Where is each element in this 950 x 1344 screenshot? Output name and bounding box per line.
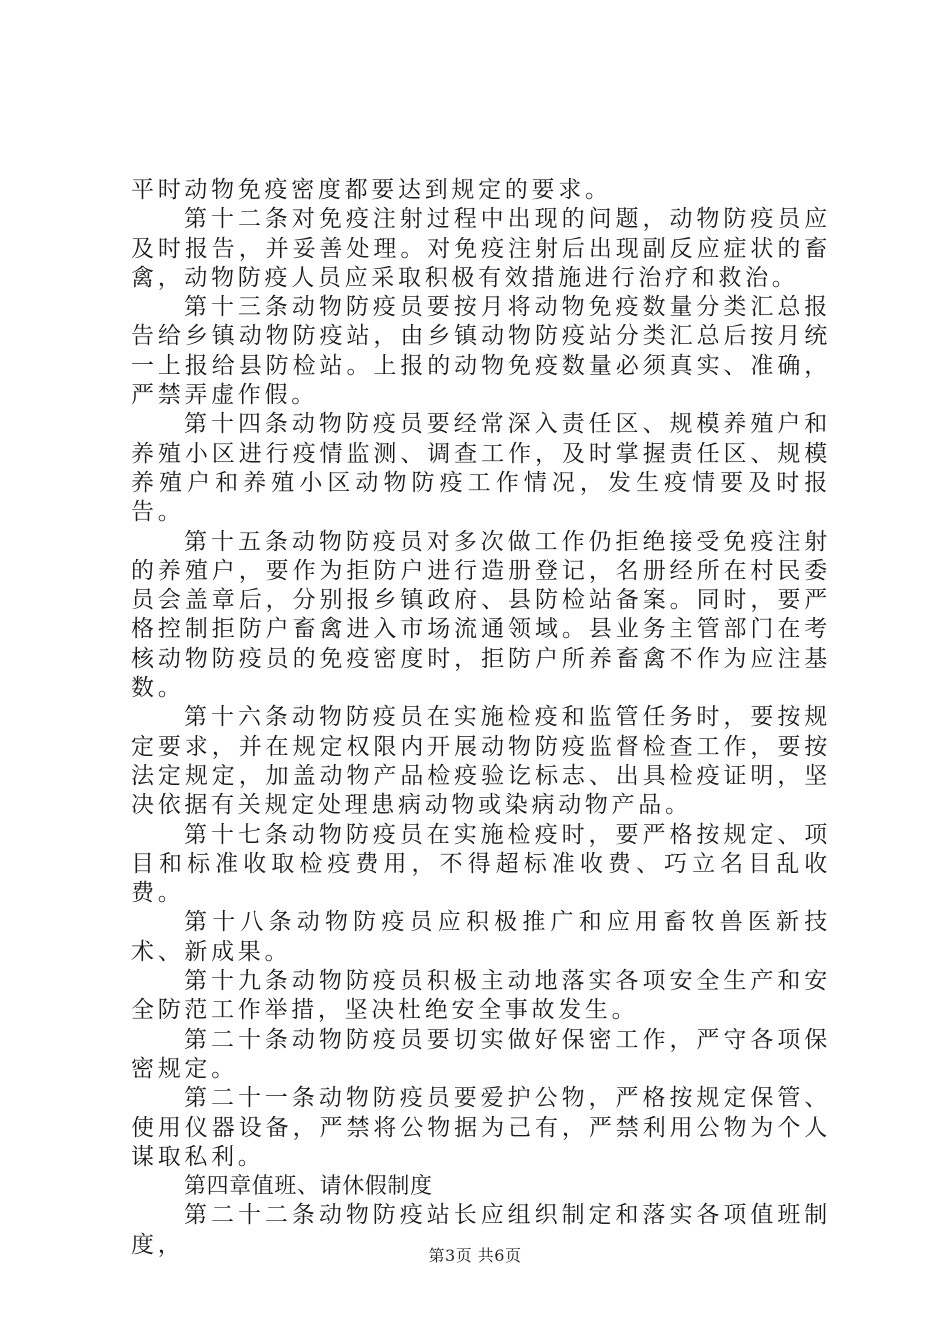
article-21: 第二十一条动物防疫员要爱护公物，严格按规定保管、使用仪器设备，严禁将公物据为己有，严禁利用公物为个人谋取私利。 <box>131 1085 831 1170</box>
document-body <box>131 176 831 1260</box>
page-footer: 第3页 共6页 <box>428 1246 522 1265</box>
article-22: 第二十二条动物防疫站长应组织制定和落实各项值班制度， <box>131 1202 831 1258</box>
article-18: 第十八条动物防疫员应积极推广和应用畜牧兽医新技术、新成果。 <box>131 909 831 965</box>
article-17: 第十七条动物防疫员在实施检疫时，要严格按规定、项目和标准收取检疫费用，不得超标准收费、巧立名目乱收费。 <box>131 821 831 907</box>
article-19: 第十九条动物防疫员积极主动地落实各项安全生产和安全防范工作举措，坚决杜绝安全事故发生。 <box>131 968 831 1024</box>
article-13: 第十三条动物防疫员要按月将动物免疫数量分类汇总报告给乡镇动物防疫站，由乡镇动物防疫站分类汇总后按月统一上报给县防检站。上报的动物免疫数量必须真实、准确，严禁弄虚作假。 <box>131 294 831 409</box>
article-14: 第十四条动物防疫员要经常深入责任区、规模养殖户和养殖小区进行疫情监测、调查工作，及时掌握责任区、规模养殖户和养殖小区动物防疫工作情况，发生疫情要及时报告。 <box>131 411 831 526</box>
paragraph-continuation: 平时动物免疫密度都要达到规定的要求。 <box>131 177 612 203</box>
article-12: 第十二条对免疫注射过程中出现的问题，动物防疫员应及时报告，并妥善处理。对免疫注射后出现副反应症状的畜禽，动物防疫人员应采取积极有效措施进行治疗和救治。 <box>131 206 831 291</box>
article-16: 第十六条动物防疫员在实施检疫和监管任务时，要按规定要求，并在规定权限内开展动物防疫监督检查工作，要按法定规定，加盖动物产品检疫验讫标志、出具检疫证明，坚决依据有关规定处理患病动物或染病动物产品。 <box>131 704 831 819</box>
article-15: 第十五条动物防疫员对多次做工作仍拒绝接受免疫注射的养殖户，要作为拒防户进行造册登记，名册经所在村民委员会盖章后，分别报乡镇政府、县防检站备案。同时，要严格控制拒防户畜禽进入市场流通领域。县业务主管部门在考核动物防疫员的免疫密度时，拒防户所养畜禽不作为应注基数。 <box>131 528 831 702</box>
chapter-heading: 第四章值班、请休假制度 <box>184 1174 433 1200</box>
article-20: 第二十条动物防疫员要切实做好保密工作，严守各项保密规定。 <box>131 1026 831 1082</box>
